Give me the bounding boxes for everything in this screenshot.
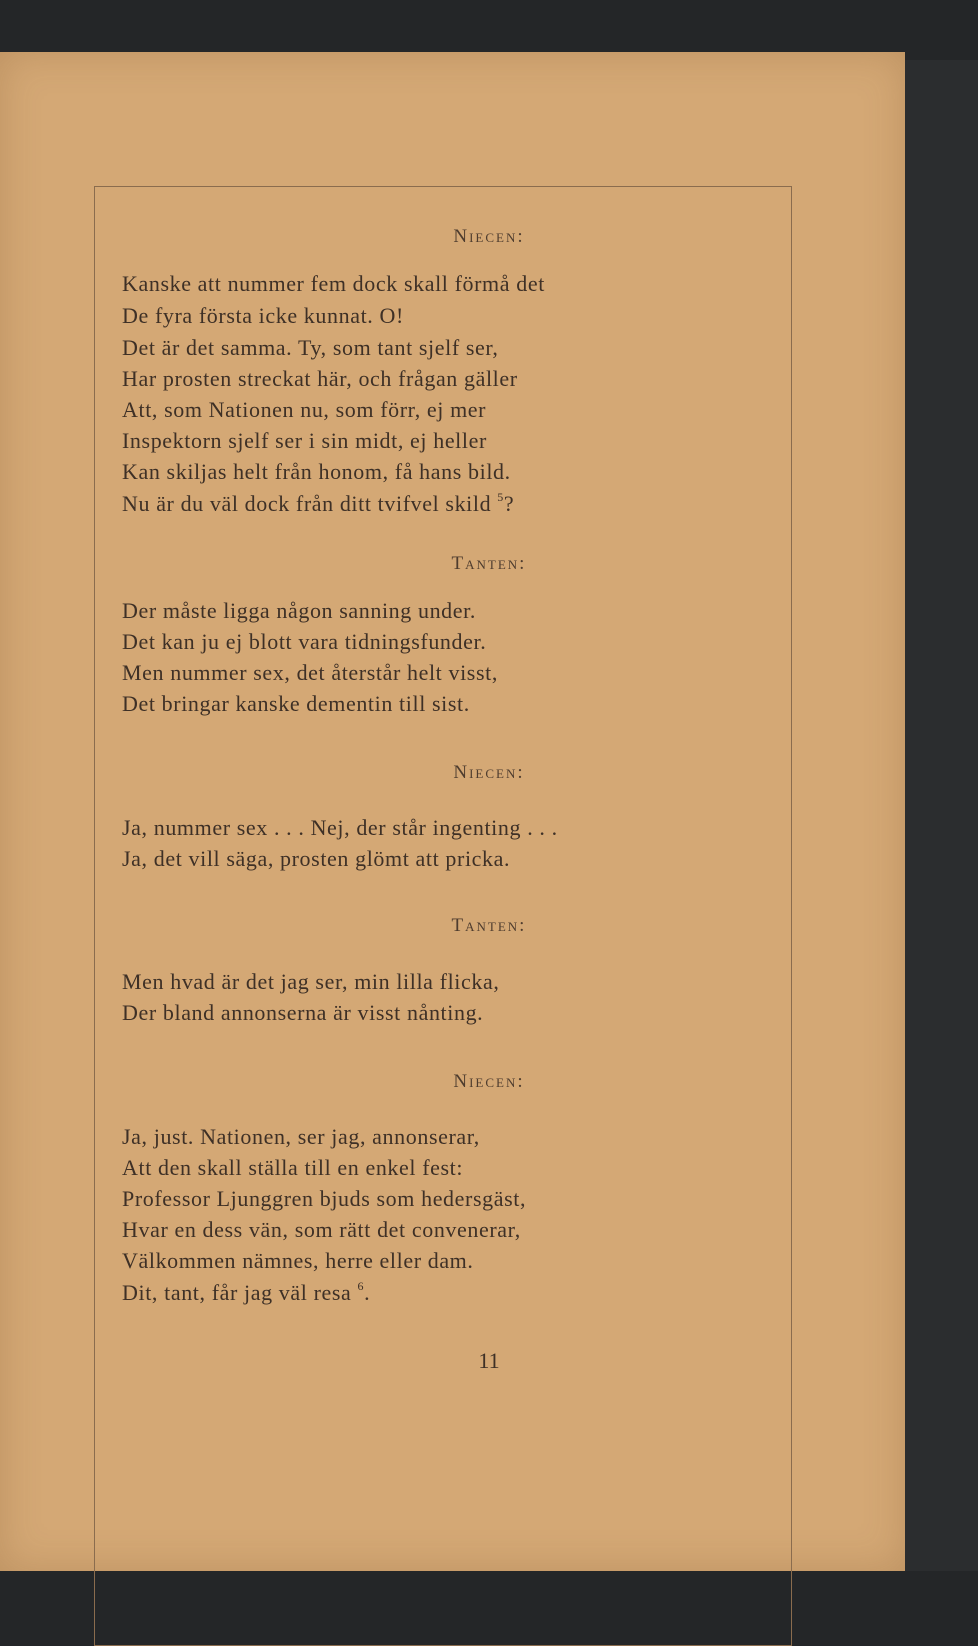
punctuation: . <box>364 1280 371 1305</box>
verse-line: Välkommen nämnes, herre eller dam. <box>122 1248 474 1273</box>
verse-line: Men hvad är det jag ser, min lilla flicka, <box>122 969 500 994</box>
footnote-marker: 6 <box>357 1279 365 1293</box>
scan-background <box>905 60 978 1571</box>
punctuation: ? <box>503 491 515 516</box>
speaker-heading: Niecen: <box>453 1071 525 1092</box>
verse-line: Det bringar kanske dementin till sist. <box>122 691 470 716</box>
verse-line: Der bland annonserna är visst nånting. <box>122 1000 484 1025</box>
verse-line: Professor Ljunggren bjuds som hedersgäst, <box>122 1186 527 1211</box>
verse-line: Ja, just. Nationen, ser jag, annonserar, <box>122 1124 480 1149</box>
verse-line-with-footnote <box>122 1279 370 1306</box>
verse-line: Det kan ju ej blott vara tidningsfunder. <box>122 629 487 654</box>
speaker-heading: Niecen: <box>453 762 525 783</box>
verse-line: Kanske att nummer fem dock skall förmå det <box>122 271 545 296</box>
verse-line: Der måste ligga någon sanning under. <box>122 598 476 623</box>
footnote-marker: 5 <box>497 490 504 504</box>
verse-line-with-footnote <box>122 490 514 517</box>
verse-line: De fyra första icke kunnat. O! <box>122 303 404 328</box>
speaker-heading: Niecen: <box>453 226 525 247</box>
verse-text: Dit, tant, får jag väl resa <box>122 1280 352 1305</box>
verse-text: Nu är du väl dock från ditt tvifvel skild <box>122 491 492 516</box>
verse-line: Inspektorn sjelf ser i sin midt, ej heller <box>122 428 487 453</box>
verse-line: Det är det samma. Ty, som tant sjelf ser, <box>122 335 499 360</box>
verse-line: Men nummer sex, det återstår helt visst, <box>122 660 498 685</box>
verse-line: Ja, nummer sex . . . Nej, der står ingenting . . . <box>122 815 558 840</box>
speaker-heading: Tanten: <box>451 553 527 574</box>
verse-line: Att den skall ställa till en enkel fest: <box>122 1155 464 1180</box>
verse-line: Har prosten streckat här, och frågan gäller <box>122 366 518 391</box>
verse-line: Ja, det vill säga, prosten glömt att pricka. <box>122 846 511 871</box>
page-number: 11 <box>478 1348 500 1373</box>
speaker-heading: Tanten: <box>451 915 527 936</box>
verse-line: Att, som Nationen nu, som förr, ej mer <box>122 397 487 422</box>
verse-line: Hvar en dess vän, som rätt det convenerar, <box>122 1217 521 1242</box>
verse-line: Kan skiljas helt från honom, få hans bild. <box>122 459 511 484</box>
